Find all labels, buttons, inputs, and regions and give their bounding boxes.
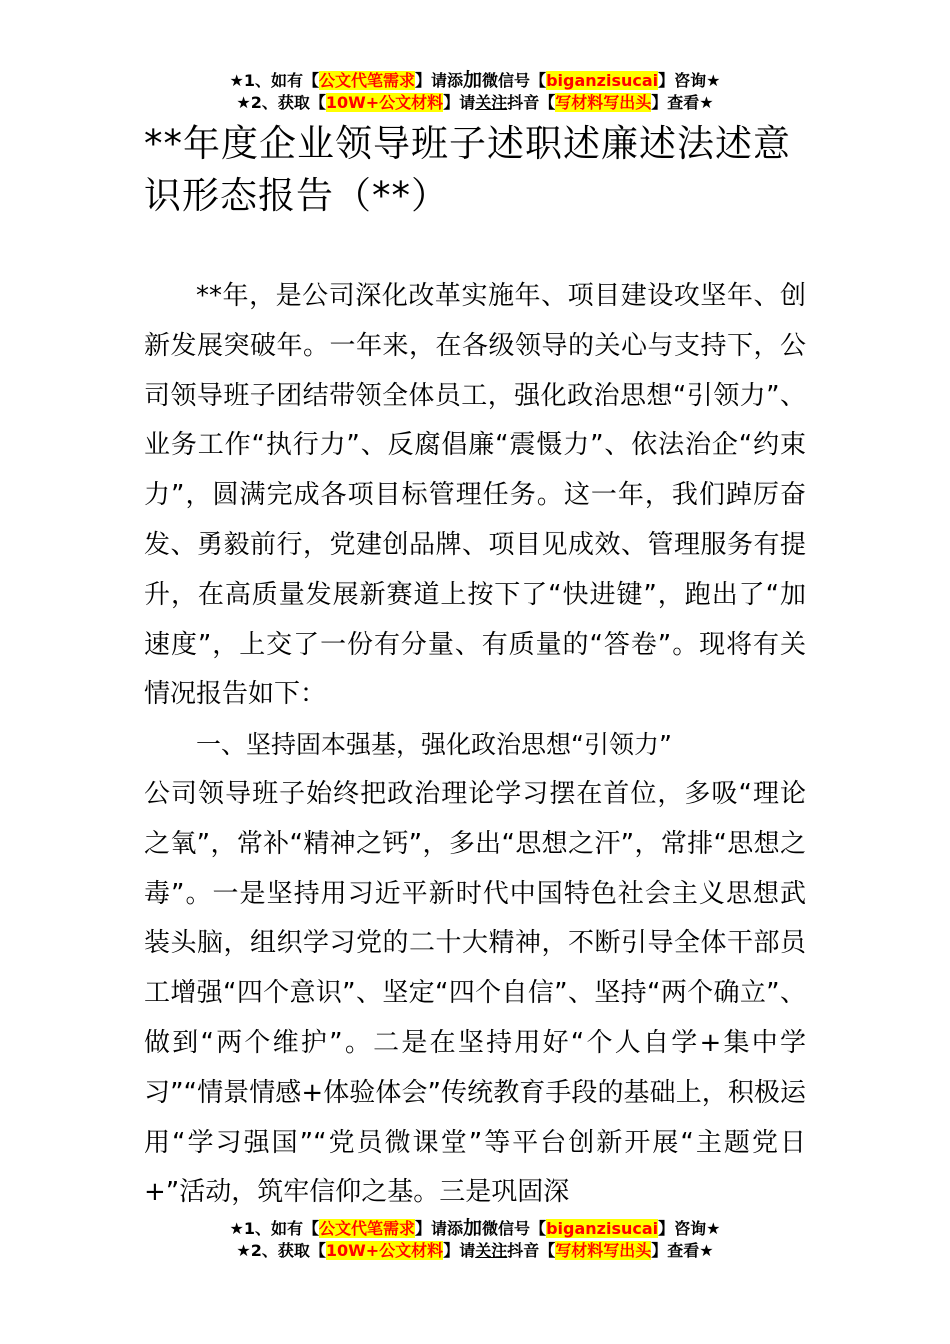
promo-text: 】请: [443, 93, 476, 112]
promo-banner-bottom: [0, 1217, 950, 1262]
promo-highlight: biganzisucai: [546, 1219, 659, 1238]
promo-text: 加: [463, 69, 483, 91]
promo-highlight: 写材料写出头: [555, 1241, 652, 1260]
promo-text: 微信号【: [482, 71, 547, 90]
promo-highlight: 写材料写出头: [555, 93, 652, 112]
promo-line-2: [0, 92, 950, 114]
promo-banner-top: [0, 69, 950, 114]
promo-text: 抖音【: [507, 93, 556, 112]
promo-text: 】咨询★: [658, 1219, 721, 1238]
promo-highlight: 10W+公文材料: [325, 1241, 444, 1260]
promo-text: 微信号【: [482, 1219, 547, 1238]
promo-text: 】查看★: [651, 93, 714, 112]
promo-text: ★1、如有【: [229, 71, 319, 90]
promo-text: 关注: [475, 1241, 508, 1260]
promo-text: 】请添: [415, 1219, 464, 1238]
promo-text: 】请: [443, 1241, 476, 1260]
promo-text: 关注: [475, 93, 508, 112]
promo-text: 】查看★: [651, 1241, 714, 1260]
promo-text: 】请添: [415, 71, 464, 90]
section-paragraph: 公司领导班子始终把政治理论学习摆在首位，多吸“理论之氧”，常补“精神之钙”，多出“思想之汗”，常排“思想之毒”。一是坚持用习近平新时代中国特色社会主义思想武装头脑，组织学习党的二十大精神，不断引导全体干部员工增强“四个意识”、坚定“四个自信”、坚持“两个确立”、做到“两个维护”。二是在坚持用好“个人自学+集中学习”“情景情感+体验体会”传统教育手段的基础上，积极运用“学习强国”“党员微课堂”等平台创新开展“主题党日+”活动，筑牢信仰之基。三是巩固深: [144, 778, 806, 1208]
document-body: [144, 272, 806, 1218]
promo-text: 加: [463, 1217, 483, 1239]
promo-text: ★2、获取【: [236, 93, 326, 112]
promo-line-1: [0, 1217, 950, 1240]
promo-highlight: 10W+公文材料: [325, 93, 444, 112]
promo-highlight: 公文代笔需求: [319, 71, 416, 90]
section-heading: 一、坚持固本强基，强化政治思想“引领力”: [196, 730, 672, 760]
promo-highlight: 公文代笔需求: [319, 1219, 416, 1238]
document-title: **年度企业领导班子述职述廉述法述意识形态报告（**）: [144, 122, 791, 217]
promo-text: ★2、获取【: [236, 1241, 326, 1260]
promo-line-1: [0, 69, 950, 92]
promo-line-2: [0, 1240, 950, 1262]
promo-text: 】咨询★: [658, 71, 721, 90]
promo-text: ★1、如有【: [229, 1219, 319, 1238]
promo-highlight: biganzisucai: [546, 71, 659, 90]
promo-text: 抖音【: [507, 1241, 556, 1260]
intro-paragraph: **年，是公司深化改革实施年、项目建设攻坚年、创新发展突破年。一年来，在各级领导的关心与支持下，公司领导班子团结带领全体员工，强化政治思想“引领力”、业务工作“执行力”、反腐倡廉“震慑力”、依法治企“约束力”，圆满完成各项目标管理任务。这一年，我们踔厉奋发、勇毅前行，党建创品牌、项目见成效、管理服务有提升，在高质量发展新赛道上按下了“快进键”，跑出了“加速度”，上交了一份有分量、有质量的“答卷”。现将有关情况报告如下：: [144, 281, 806, 710]
